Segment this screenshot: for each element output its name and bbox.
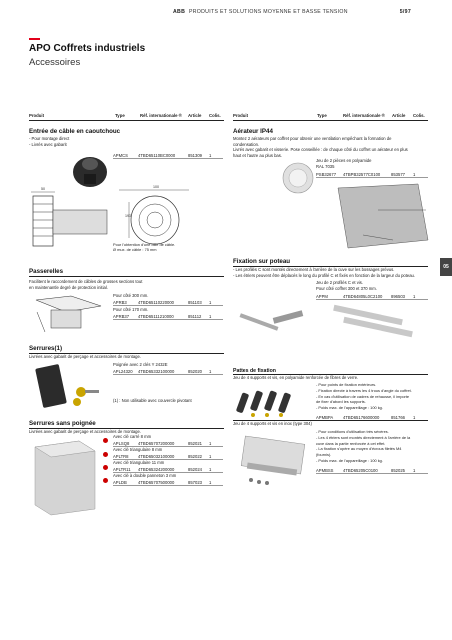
lock-image: [31, 362, 106, 412]
key-triangle-icon: [103, 452, 108, 457]
cell-article: 896503: [391, 293, 405, 299]
cell-ref: 4TBD65332100000: [138, 368, 175, 374]
note-line: Facilitent le raccordement de câbles de grosses sections tout: [29, 279, 143, 284]
table-row: [113, 368, 223, 375]
cell-article: 851766: [391, 414, 405, 420]
cell-article: 851103: [188, 299, 202, 305]
note-line: condensation.: [233, 141, 260, 147]
entree-caption: [113, 242, 175, 252]
bullet-line: - Poids max. de l'appareillage : 100 kg.: [316, 405, 383, 411]
aerator-image: [280, 160, 316, 196]
row-label: RAL 7035: [316, 163, 335, 169]
page-title: APO Coffrets industriels: [29, 43, 146, 54]
cell-colis: 1: [413, 414, 416, 420]
column-header-left: [29, 112, 224, 121]
cell-ref: 4TBD64805L0C2100: [343, 293, 383, 299]
passerelle-drawing: [31, 292, 106, 334]
table-row: [113, 466, 223, 473]
page-subtitle: Accessoires: [29, 57, 81, 68]
cell-ref: 4TBD65110BC0000: [138, 152, 176, 158]
cell-type: APLTR8: [113, 453, 129, 459]
row-label: Jeu de 2 pièces en polyamide: [316, 158, 372, 163]
cell-ref: 4TBD65324200000: [138, 466, 175, 472]
note-line: - Livrés avec gabarit: [29, 141, 67, 147]
aerator-install-drawing: [318, 180, 433, 255]
cell-article: 852022: [188, 453, 202, 459]
cell-article: 857023: [188, 479, 202, 485]
caption-line: Ø mux. de câble : 75 mm: [113, 247, 157, 252]
bullet-line: - Pour conditions d'utilisation très sévères.: [316, 429, 389, 434]
cell-colis: 1: [413, 293, 416, 299]
poteau-notes: [233, 267, 438, 278]
column-header-right: [233, 112, 428, 121]
note-line: - Les profilés C sont montés directement à l'arrière de la cuve sur les bossages prévus.: [233, 267, 395, 272]
cell-ref: 4TBD65707500000: [138, 479, 175, 485]
bullet-line: - En cas d'utilisation de cadres de rehausse, il importe: [316, 393, 410, 399]
mounting-brackets-image: [233, 385, 308, 420]
entree-notes: [29, 136, 69, 147]
col-ref: Réf. internationale ®: [140, 113, 182, 118]
cell-article: 852020: [188, 368, 202, 374]
row-label: Poignée avec 2 clés Y 2432E: [113, 362, 168, 367]
row-label: Avec clé à double panneton 3 mm: [113, 473, 177, 478]
section-title-sans-poignee: Serrures sans poignée: [29, 420, 96, 427]
cell-article: 853577: [391, 171, 405, 177]
table-row: [316, 467, 428, 474]
cell-article: 851309: [188, 152, 202, 158]
dimension-label: 50: [41, 187, 45, 191]
col-produit: Produit: [233, 113, 249, 118]
bullet-line: - La fixation s'opère au moyen d'écrous filetés M4: [316, 446, 402, 452]
cell-ref: 4TBD65110220000: [138, 299, 175, 305]
dimension-label: 193: [125, 214, 131, 218]
cell-colis: 1: [209, 440, 212, 446]
col-colis: Colis.: [209, 113, 221, 118]
bullet-line: (fournis).: [316, 452, 332, 458]
cell-type: APMBPA: [316, 414, 334, 420]
row-label: Pour côté 170 mm.: [113, 307, 149, 312]
aerateur-notes: [233, 136, 433, 158]
section-title-passerelles: Passerelles: [29, 268, 64, 275]
cell-type: APMCS: [113, 152, 128, 158]
pattes-note: Jeu de 4 supports et vis, en polyamide renforcée de fibres de verre.: [233, 375, 359, 380]
cell-ref: 4TBD65707200000: [138, 440, 175, 446]
key-triangle-icon: [103, 465, 108, 470]
table-row: [113, 453, 223, 460]
inox-note: Jeu de 4 supports et vis en inox (type 304): [233, 421, 312, 426]
table-row: [113, 152, 223, 159]
cell-ref: 4TBPB32577C0100: [343, 171, 381, 177]
note-line: - Pour montage direct: [29, 136, 70, 141]
header-text: PRODUITS ET SOLUTIONS MOYENNE ET BASSE TENSION: [189, 9, 348, 15]
col-type: Type: [317, 113, 327, 118]
row-label: Avec clé triangulaire 8 mm: [113, 447, 163, 452]
cell-colis: 1: [209, 479, 212, 485]
cell-colis: 1: [413, 171, 416, 177]
cell-type: APMBSS: [316, 467, 334, 473]
row-label: Avec clé triangulaire 11 mm: [113, 460, 165, 465]
col-type: Type: [115, 113, 125, 118]
page-number: 5/97: [399, 9, 411, 15]
col-produit: Produit: [29, 113, 45, 118]
cell-type: APRB3: [113, 299, 127, 305]
bullet-line: - Fixation directe à travers les 4 trous d'angle du coffret.: [316, 387, 412, 393]
row-label: Pour côté coffret 300 et 370 mm.: [316, 285, 377, 291]
section-title-poteau: Fixation sur poteau: [233, 258, 291, 265]
col-article: Article: [188, 113, 202, 118]
table-row: [113, 479, 223, 486]
cell-type: APL24320: [113, 368, 133, 374]
bullet-line: cuve dans la partie renforcée à cet effet.: [316, 440, 386, 446]
pattes-bullets: [316, 382, 436, 411]
table-row: [316, 171, 428, 178]
dimension-label: 100: [153, 185, 159, 189]
pole-mount-image: [233, 280, 433, 345]
table-row: [113, 313, 223, 320]
row-label: Avec clé carré 8 mm: [113, 434, 152, 439]
serrures-note: Livrées avec gabarit de perçage et accessoires de montage.: [29, 354, 141, 359]
note-line: Montez 2 aérateurs par coffret pour obtenir une ventilation empêchant la formation de: [233, 136, 392, 141]
cell-type: APPM: [316, 293, 328, 299]
stainless-brackets-image: [235, 430, 310, 490]
note-line: - Les étriers peuvent être déplacés le long du profilé C et fixés en fonction de la largeur du poteau.: [233, 272, 416, 278]
section-title-aerateur: Aérateur IP44: [233, 128, 273, 135]
bullet-line: de fixer d'abord les supports.: [316, 399, 366, 405]
note-line: haut et l'autre au plus bas.: [233, 152, 282, 158]
cell-ref: 4TBD65205C0100: [343, 467, 378, 473]
section-title-entree: Entrée de câble en caoutchouc: [29, 128, 121, 135]
table-row: [113, 299, 223, 306]
cell-type: PSB32677: [316, 171, 337, 177]
enclosure-image: [31, 437, 99, 517]
cell-ref: 4TBD65176600000: [343, 414, 380, 420]
accent-bar: [29, 38, 40, 40]
cell-article: 852025: [391, 467, 405, 473]
cell-article: 852021: [188, 440, 202, 446]
cell-colis: 1: [413, 467, 416, 473]
section-title-serrures: Serrures(1): [29, 345, 63, 352]
key-square-icon: [103, 438, 108, 443]
col-article: Article: [392, 113, 406, 118]
cell-ref: 4TBD65032100000: [138, 453, 175, 459]
passerelles-notes: [29, 279, 142, 290]
cell-colis: 1: [209, 453, 212, 459]
cell-type: APLSQ8: [113, 440, 130, 446]
row-label: Jeu de 2 profilés C et vis.: [316, 280, 364, 285]
note-line: Livrés avec gabarit et visserie. Pose conseillée : de chaque côté du coffret un aérateur en plus: [233, 147, 408, 153]
cell-type: APLDB: [113, 479, 127, 485]
cell-colis: 1: [209, 368, 212, 374]
cell-colis: 1: [209, 299, 212, 305]
aerateur-row-label: [316, 158, 371, 169]
divider: [29, 276, 224, 277]
caption-line: Pour l'obtention d'une bille de câble.: [113, 242, 176, 247]
chapter-tab[interactable]: 05: [440, 258, 452, 276]
brand-logo: ABB: [173, 9, 186, 15]
inox-bullets: [316, 429, 436, 464]
cell-colis: 1: [209, 313, 212, 319]
note-line: en maintenantle degré de protection initial.: [29, 284, 108, 290]
key-double-bit-icon: [103, 478, 108, 483]
section-title-pattes: Pattes de fixation: [233, 368, 276, 374]
bullet-line: - Pour points de fixation extérieurs.: [316, 382, 377, 387]
cell-article: 852024: [188, 466, 202, 472]
cell-colis: 1: [209, 152, 212, 158]
table-row: [113, 440, 223, 447]
bullet-line: - Poids max. de l'appareillage : 100 kg.: [316, 457, 383, 463]
cell-ref: 4TBD65111210000: [138, 313, 174, 319]
cell-colis: 1: [209, 466, 212, 472]
cell-article: 851112: [188, 313, 202, 319]
col-ref: Réf. internationale ®: [343, 113, 385, 118]
sans-poignee-note: Livrées avec gabarit de perçage et accessoires de montage.: [29, 429, 141, 434]
bullet-line: - Les 4 étriers sont montés directement à l'arrière de la: [316, 434, 411, 440]
col-colis: Colis.: [413, 113, 425, 118]
row-label: Pour côté 300 mm.: [113, 293, 149, 298]
cell-type: APRB37: [113, 313, 130, 319]
cell-type: APLTR11: [113, 466, 131, 472]
footnote: (1) : Non utilisable avec couvercle pivotant: [113, 398, 192, 403]
